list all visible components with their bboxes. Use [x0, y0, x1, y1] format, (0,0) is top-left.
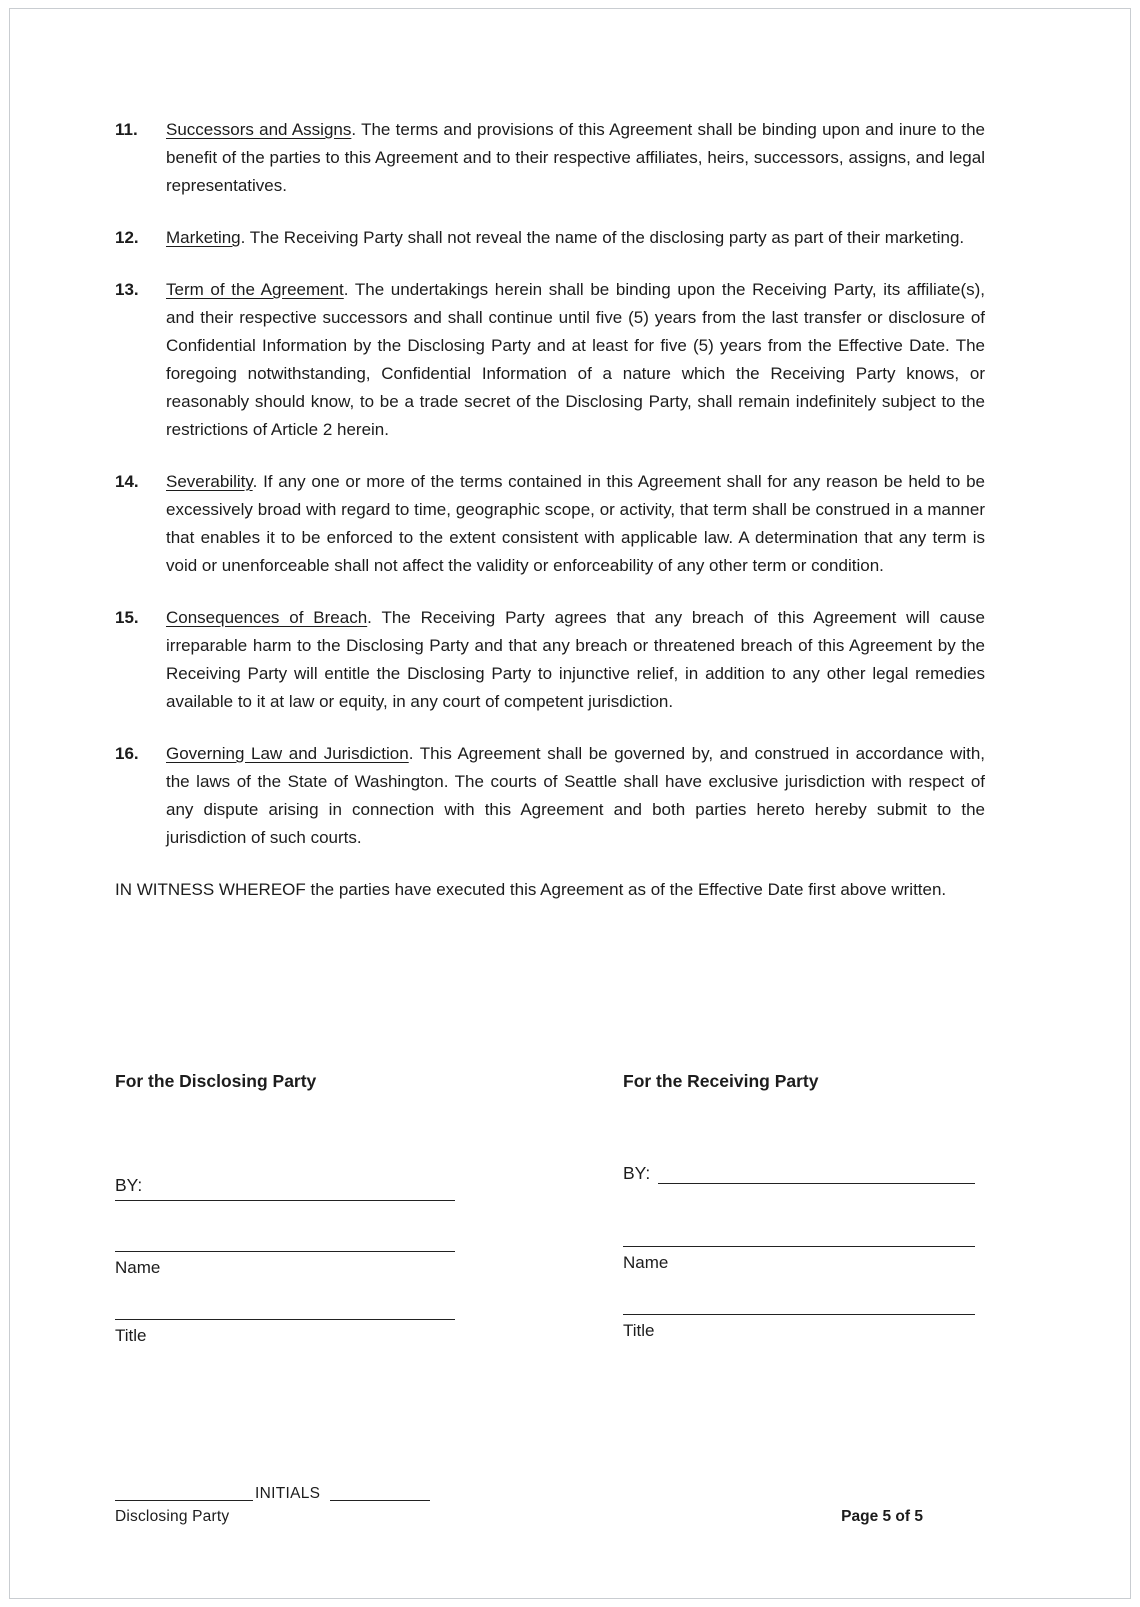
name-signature-line — [115, 1251, 455, 1252]
clause-paragraph — [166, 740, 985, 852]
clause-number: 11. — [115, 120, 138, 139]
clause-paragraph — [166, 604, 985, 716]
clause-body-text: . The terms and provisions of this Agreement shall be binding upon and inure to the benefit of the parties to this Agreement and to their respective affiliates, heirs, successors, assigns, and legal representatives. — [166, 120, 985, 195]
title-field — [623, 1314, 975, 1342]
clause-body-text: . The undertakings herein shall be binding upon the Receiving Party, its affiliate(s), and their respective successors and shall continue until five (5) years from the last transfer or disclosure of Confidential Information by the Disclosing Party and at least for five (5) years from the Effective Date. The foregoing notwithstanding, Confidential Information of a nature which the Receiving Party knows, or reasonably should know, to be a trade secret of the Disclosing Party, shall remain indefinitely subject to the restrictions of Article 2 herein. — [166, 280, 985, 439]
signature-heading: For the Disclosing Party — [115, 1071, 317, 1091]
footer-bottom-row — [115, 1507, 985, 1527]
clause-body-text: . The Receiving Party agrees that any breach of this Agreement will cause irreparable harm to the Disclosing Party and that any breach or threatened breach of this Agreement by the Receiving Party will entitle the Disclosing Party to injunctive relief, in addition to any other legal remedies available to it at law or equity, in any court of competent jurisdiction. — [166, 608, 985, 711]
clause-number: 15. — [115, 608, 139, 627]
clause-title: Term of the Agreement — [166, 280, 344, 299]
page-footer — [115, 1484, 985, 1527]
clause-title: Severability — [166, 472, 253, 491]
initials-row — [115, 1484, 985, 1504]
clause-paragraph — [166, 224, 985, 252]
clause-list — [115, 116, 985, 904]
initials-line-left — [115, 1484, 253, 1501]
by-signature-line — [658, 1164, 975, 1184]
signature-section — [115, 1070, 985, 1347]
signature-heading: For the Receiving Party — [623, 1071, 819, 1091]
clause-item — [115, 276, 985, 444]
clause-item — [115, 224, 985, 252]
clause-paragraph — [166, 468, 985, 580]
clause-body-text: . This Agreement shall be governed by, and construed in accordance with, the laws of the State of Washington. The courts of Seattle shall have exclusive jurisdiction with respect of any dispute arising in connection with this Agreement and both parties hereto hereby submit to the jurisdiction of such courts. — [166, 744, 986, 847]
clause-title: Successors and Assigns — [166, 120, 352, 139]
clause-item — [115, 740, 985, 852]
clause-paragraph — [166, 116, 985, 200]
name-signature-line — [623, 1246, 975, 1247]
by-label: BY: — [623, 1163, 651, 1183]
title-signature-line — [623, 1314, 975, 1315]
clause-body-text: . If any one or more of the terms contained in this Agreement shall for any reason be held to be excessively broad with regard to time, geographic scope, or activity, that term shall be construed in a manner that enables it to be enforced to the extent consistent with applicable law. A determination that any term is void or unenforceable shall not affect the validity or enforceability of any other term or condition. — [166, 472, 985, 575]
by-label: BY: — [115, 1175, 143, 1195]
clause-paragraph — [166, 276, 985, 444]
title-label: Title — [623, 1321, 655, 1340]
initials-label: INITIALS — [255, 1485, 321, 1502]
by-field — [623, 1162, 975, 1184]
title-signature-line — [115, 1319, 455, 1320]
clause-title: Governing Law and Jurisdiction — [166, 744, 409, 763]
initials-line-right — [330, 1484, 430, 1501]
clause-number: 12. — [115, 228, 139, 247]
clause-item — [115, 116, 985, 200]
by-field — [115, 1174, 455, 1201]
clause-number: 14. — [115, 472, 139, 491]
name-label: Name — [115, 1258, 161, 1277]
title-label: Title — [115, 1326, 147, 1345]
name-field — [115, 1251, 455, 1279]
clause-body-text: . The Receiving Party shall not reveal the name of the disclosing party as part of their marketing. — [240, 228, 965, 247]
name-field — [623, 1246, 975, 1274]
clause-title: Marketing — [166, 228, 241, 247]
title-field — [115, 1319, 455, 1347]
clause-number: 16. — [115, 744, 139, 763]
witness-paragraph: IN WITNESS WHEREOF the parties have executed this Agreement as of the Effective Date first above written. — [115, 880, 947, 899]
signature-column-disclosing — [115, 1070, 455, 1347]
footer-page-number: Page 5 of 5 — [841, 1508, 923, 1525]
footer-party-label: Disclosing Party — [115, 1508, 230, 1525]
clause-item — [115, 604, 985, 716]
clause-number: 13. — [115, 280, 139, 299]
name-label: Name — [623, 1253, 669, 1272]
clause-title: Consequences of Breach — [166, 608, 368, 627]
signature-column-receiving — [623, 1070, 975, 1347]
clause-item — [115, 468, 985, 580]
